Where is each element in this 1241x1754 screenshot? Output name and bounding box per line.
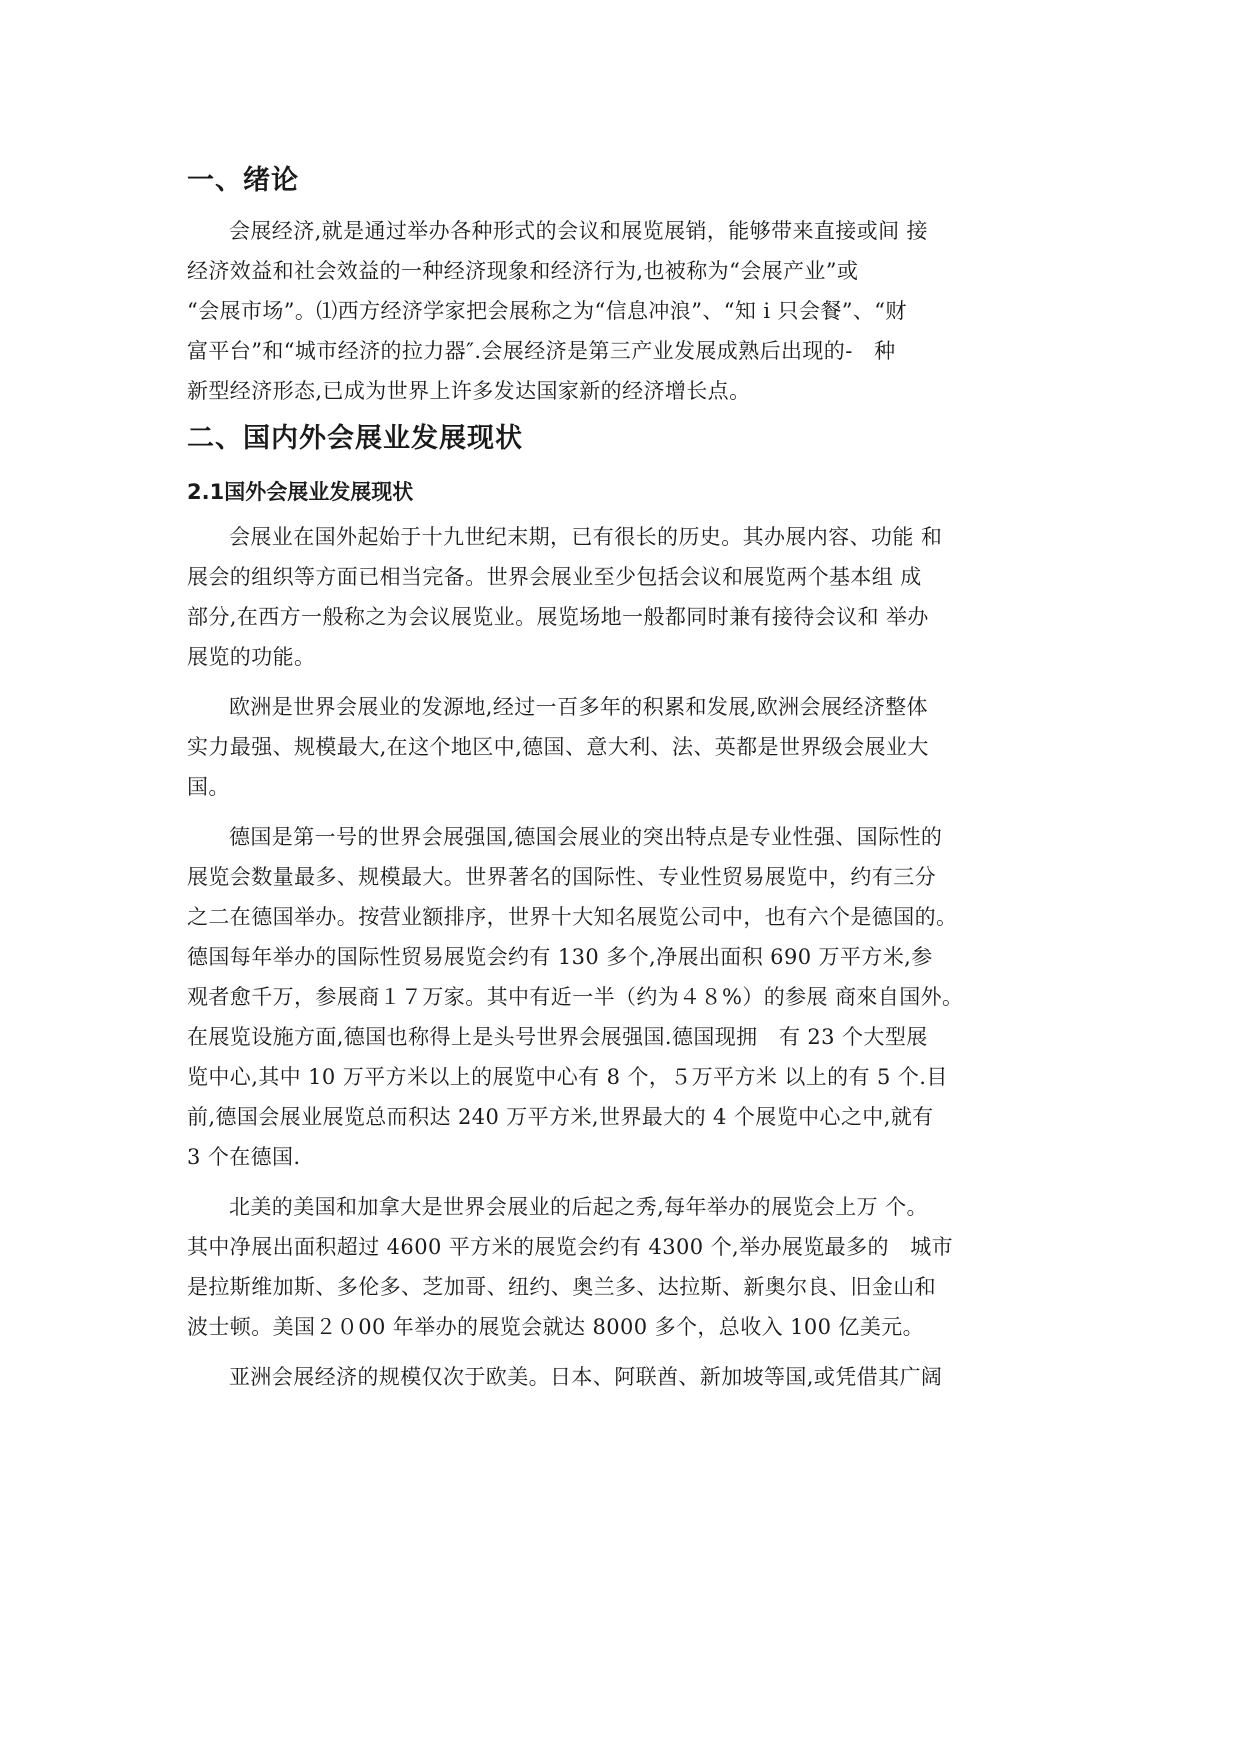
text-line: 国。 (187, 775, 230, 799)
text-line: 部分,在西方一般称之为会议展览业。展览场地一般都同时兼有接待会议和 举办 (187, 605, 929, 629)
text-line: 其中净展出面积超过 4600 平方米的展览会约有 4300 个,举办展览最多的 城市 (187, 1235, 954, 1259)
text-line: 德国每年举办的国际性贸易展览会约有 130 多个,净展出面积 690 万平方米,参 (187, 945, 933, 969)
text-line: 之二在德国举办。按营业额排序，世界十大知名展览公司中，也有六个是德国的。 (187, 905, 958, 929)
text-line: 展览的功能。 (187, 645, 316, 669)
heading-industry-status: 二、国内外会展业发展现状 (187, 423, 523, 454)
text-line: 前,德国会展业展览总而积达 240 万平方米,世界最大的 4 个展览中心之中,就有 (187, 1105, 934, 1129)
text-line: 德国是第一号的世界会展强国,德国会展业的突出特点是专业性强、国际性的 (229, 825, 943, 849)
paragraph-germany (187, 817, 1057, 1177)
document-page (187, 163, 1057, 1397)
text-line: 经济效益和社会效益的一种经济现象和经济行为,也被称为“会展产业”或 (187, 259, 859, 283)
paragraph-europe (187, 687, 1057, 807)
text-line: 欧洲是世界会展业的发源地,经过一百多年的积累和发展,欧洲会展经济整体 (229, 695, 928, 719)
subheading-foreign-status: 2.1国外会展业发展现状 (187, 480, 414, 504)
text-line: 览中心,其中 10 万平方米以上的展览中心有 8 个，５万平方米 以上的有 5 个.目 (187, 1065, 948, 1089)
text-line: 富平台”和“城市经济的拉力器″.会展经济是第三产业发展成熟后出现的- 种 (187, 339, 896, 363)
text-line: 北美的美国和加拿大是世界会展业的后起之秀,每年举办的展览会上万 个。 (229, 1195, 928, 1219)
text-line: 会展业在国外起始于十九世纪末期，已有很长的历史。其办展内容、功能 和 (229, 525, 943, 549)
text-line: 亚洲会展经济的规模仅次于欧美。日本、阿联酋、新加坡等国,或凭借其广阔 (229, 1365, 943, 1389)
text-line: 在展览设施方面,德国也称得上是头号世界会展强国.德国现拥 有 23 个大型展 (187, 1025, 928, 1049)
text-line: 波士顿。美国２０00 年举办的展览会就达 8000 多个，总收入 100 亿美元。 (187, 1315, 925, 1339)
text-line: 观者愈千万，参展商１７万家。其中有近一半（约为４８%）的参展 商來自国外。 (187, 985, 964, 1009)
heading-introduction: 一、绪论 (187, 165, 299, 196)
text-line: 展会的组织等方面已相当完备。世界会展业至少包括会议和展览两个基本组 成 (187, 565, 922, 589)
text-line: 新型经济形态,已成为世界上许多发达国家新的经济增长点。 (187, 379, 751, 403)
text-line: 实力最强、规模最大,在这个地区中,德国、意大利、法、英都是世界级会展业大 (187, 735, 929, 759)
paragraph-intro (187, 211, 1057, 411)
text-line: 会展经济,就是通过举办各种形式的会议和展览展销，能够带来直接或间 接 (229, 219, 928, 243)
text-line: 展览会数量最多、规模最大。世界著名的国际性、专业性贸易展览中，约有三分 (187, 865, 936, 889)
text-line: 是拉斯维加斯、多伦多、芝加哥、纽约、奥兰多、达拉斯、新奥尔良、旧金山和 (187, 1275, 936, 1299)
paragraph-north-america (187, 1187, 1057, 1347)
paragraph-asia (187, 1357, 1057, 1397)
text-line: “会展市场”。⑴西方经济学家把会展称之为“信息冲浪”、“知 i 只会餐”、“财 (187, 299, 907, 323)
paragraph-history (187, 517, 1057, 677)
text-line: 3 个在德国. (187, 1145, 301, 1169)
